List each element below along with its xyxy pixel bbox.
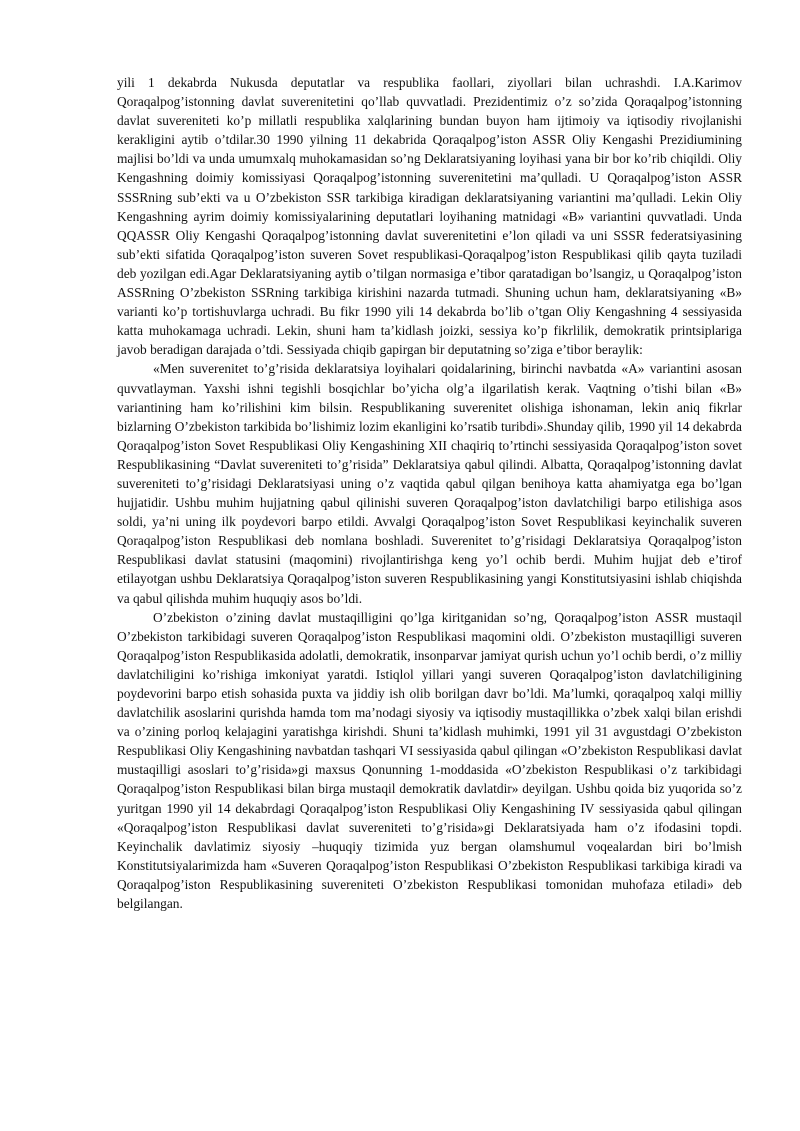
paragraph-2: «Men suverenitet to’g’risida deklaratsiya loyihalari qoidalarining, birinchi navbatda «A» variantini asosan quvvatlayman. Yaxshi ishni tegishli bosqichlar bo’yicha olg’a ilgarilatish kerak. Vaqtning o’tishi bilan «B» variantining ham ko’rilishini kim bilsin. Respublikaning suverenitet olishiga ishonaman, lekin aniq fikrlar bizlarning O’zbekiston tarkibida bo’lishimiz lozim ekanligini ko’rsatib turibdi».Shunday qilib, 1990 yil 14 dekabrda Qoraqalpog’iston Sovet Respublikasi Oliy Kengashining XII chaqiriq to’rtinchi sessiyasida Qoraqalpog’iston sovet Respublikasining “Davlat suvereniteti to’g’risida” Deklaratsiya qabul qilindi. Albatta, Qoraqalpog’istonning davlat suvereniteti to’g’risidagi Deklaratsiyasi uning o’z vaqtida qabul qilgan benihoya katta ahamiyatga ega bo’lgan hujjatidir. Ushbu muhim hujjatning qabul qilinishi suveren Qoraqalpog’iston davlatchiligi barpo etilishiga asos soldi, ya’ni uning ilk poydevori barpo etildi. Avvalgi Qoraqalpog’iston Sovet Respublikasi keyinchalik suveren Qoraqalpog’iston Respublikasi deb nomlana boshladi. Suverenitet to’g’risidagi Deklaratsiya Qoraqalpog’iston Respublikasi davlat statusini (maqomini) rivojlantirishga keng yo’l ochib berdi. Muhim hujjat deb e’tirof etilayotgan ushbu Deklaratsiya Qoraqalpog’iston suveren Respublikasining yangi Konstitutsiyasini ishlab chiqishda va qabul qilishda muhim huquqiy asos bo’ldi.	[117, 361, 742, 606]
paragraph-1: yili 1 dekabrda Nukusda deputatlar va respublika faollari, ziyollari bilan uchrashdi. I.A.Karimov Qoraqalpog’istonning davlat suverenitetini qo’llab quvvatladi. Prezidentimiz o’z so’zida Qoraqalpog’istonning davlat suvereniteti ko’p millatli respublika xalqlarining bundan buyon ham ijtimoiy va iqtisodiy rivojlanishi kerakligini aytib o’tdilar.30 1990 yilning 11 dekabrida Qoraqalpog’iston ASSR Oliy Kengashi Prezidiumining majlisi bo’ldi va unda umumxalq muhokamasidan so’ng Deklaratsiyaning loyihasi yana bir bor ko’rib chiqildi. Oliy Kengashning doimiy komissiyasi Qoraqalpog’istonning suverenitetini ma’qulladi. U Qoraqalpog’iston ASSR SSSRning sub’ekti va u O’zbekiston SSR tarkibiga kiradigan deklaratsiyaning variantini ma’qulladi. Lekin Oliy Kengashning ayrim doimiy komissiyalarining deputatlari loyihaning matnidagi «B» variantini quvvatladi. Unda QQASSR Oliy Kengashi Qoraqalpog’istonning davlat suverenitetini e’lon qiladi va uni SSSR federatsiyasining sub’ekti sifatida Qoraqalpog’iston suveren Sovet respublikasi-Qoraqalpog’iston Respublikasi qilib qayta tuziladi deb yozilgan edi.Agar Deklaratsiyaning aytib o’tilgan normasiga e’tibor qaratadigan bo’lsangiz, u Qoraqalpog’iston ASSRning O’zbekiston SSRning tarkibiga kirishini nazarda tutmadi. Shuning uchun ham, deklaratsiyaning «B» varianti ko’p tortishuvlarga uchradi. Bu fikr 1990 yili 14 dekabrda bo’lib o’tgan Oliy Kengashning 4 sessiyasida katta muhokamaga uchradi. Lekin, shuni ham ta’kidlash joizki, sessiya ko’p fikrlilik, demokratik printsiplariga javob beradigan darajada o’tdi. Sessiyada chiqib gapirgan bir deputatning so’ziga e’tibor beraylik:	[117, 75, 742, 358]
paragraph-3: O’zbekiston o’zining davlat mustaqilligini qo’lga kiritganidan so’ng, Qoraqalpog’iston ASSR mustaqil O’zbekiston tarkibidagi suveren Qoraqalpog’iston Respublikasi maqomini oldi. O’zbekiston mustaqilligi suveren Qoraqalpog’iston Respublikasida adolatli, demokratik, insonparvar jamiyat qurish uchun yo’l ochib berdi, o’z milliy davlatchiligini ko’rishiga imkoniyat yaratdi. Istiqlol yillari yangi suveren Qoraqalpog’iston davlatchiligining poydevorini barpo etish sohasida puxta va jiddiy ish olib borilgan davr bo’ldi. Ma’lumki, qoraqalpoq xalqi milliy davlatchilik asoslarini qurishda hamda tom ma’nodagi siyosiy va iqtisodiy mustaqillikka o’zbek xalqi bilan erishdi va o’zining porloq kelajagini yaratishga kirishdi. Shuni ta’kidlash muhimki, 1991 yil 31 avgustdagi O’zbekiston Respublikasi Oliy Kengashining navbatdan tashqari VI sessiyasida qabul qilingan «O’zbekiston Respublikasi davlat mustaqilligi asoslari to’g’risida»gi maxsus Qonunning 1-moddasida «O’zbekiston Respublikasi o’z tarkibidagi Qoraqalpog’iston Respublikasi bilan birga mustaqil demokratik davlatdir» deyilgan. Ushbu qoida biz yuqorida so’z yuritgan 1990 yil 14 dekabrdagi Qoraqalpog’iston Respublikasi Oliy Kengashining IV sessiyasida qabul qilingan «Qoraqalpog’iston Respublikasi davlat suvereniteti to’g’risida»gi Deklaratsiyada ham o’z ifodasini topdi. Keyinchalik davlatimiz siyosiy –huquqiy tizimida yuz bergan olamshumul voqealardan biri bo’lmish Konstitutsiyalarimizda ham «Suveren Qoraqalpog’iston Respublikasi O’zbekiston Respublikasi tarkibiga kiradi va Qoraqalpog’iston Respublikasining suvereniteti O’zbekiston Respublikasi tomonidan muhofaza etiladi» deb belgilangan.	[117, 609, 742, 912]
document-body	[117, 73, 742, 913]
